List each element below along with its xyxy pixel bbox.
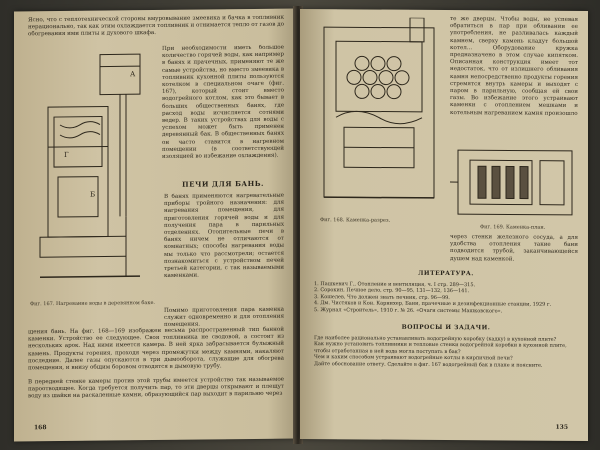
- svg-text:Г: Г: [64, 150, 69, 159]
- left-bottom-paragraph: щения бань. На фиг. 168—169 изображен весьма распространенный тип банной каменки. Устройство ее следующее. Своя топливника не сводовой, а состоит из нескольких арок. Над ними имеется камера. В ней ярка забрасывается булыжный камень. Продукты горения, проходя через промежутки между камнями, накаляют последние. Далее газы опускаются в три дымооборота, служащие для обогрева помещения, и внизу общим боровом отводятся в дымовую трубу.: [28, 326, 284, 372]
- svg-text:Б: Б: [90, 190, 96, 199]
- left-bottom-paragraph-2: В передней стенке камеры против этой трубы имеется устройство так называемое пароотводящее. Когда требуется получить пар, то эти дверцы открывают и плещут воду из шайки на раскаленные камни, образующийся пар выходит в парильню через: [28, 376, 284, 400]
- literature-item: 2. Сорокин, Печное дело, стр. 90—95, 131—132, 136—141.: [314, 287, 470, 295]
- left-middle-paragraph: В банях применяются нагревательные приборы тройного назначения: для нагревания помещения, для приготовления горячей воды и для получения пара в парильных отделениях. Отопительные печи в банях ничем не отличаются от комнатных; способы нагревания воды мы только что рассмотрели; остается познакомиться с устройством печей третьей категории, с так называемыми каменками.: [164, 192, 284, 280]
- figure-167-caption: Фиг. 167. Нагревание воды в деревянном баке.: [30, 300, 155, 308]
- literature-heading: ЛИТЕРАТУРА.: [418, 269, 474, 278]
- right-top-paragraph: те же дверцы. Чтобы воды, не успевая обратиться в пар при обливании ее употребления, не разливалась каждый камнем, сверху камень кладут большой котел... Оборудование кружка предназначено в этом случае кипятком. Описанная конструкция имеет тот недостаток, что от излишнего обливания камня непосредственно продукты горения стремятся внутрь камеры и выходят с паром в парильную, сообщая ей свои газы. Во избежание этого устраивают каменки с отоплением мешками и котельным нагреванием камня произошло: [450, 16, 578, 117]
- literature-item: 4. Дм. Чистяков и Кон. Карнихер, Бани, прачечные и дезинфекционные станции, 1929 г.: [314, 300, 552, 308]
- section-heading-bath-stoves: ПЕЧИ ДЛЯ БАНЬ.: [182, 178, 264, 189]
- literature-item: 3. Кошелев, Что должен знать печник, стр. 96—99.: [314, 293, 450, 301]
- figure-169: [450, 142, 580, 223]
- figure-168-caption: Фиг. 168. Каменка-разрез.: [320, 217, 391, 224]
- svg-text:А: А: [130, 70, 136, 79]
- left-right-column-paragraph: При необходимости иметь большое количество горячей воды, как например в банях и прачечных, применяют те же самые устройства, но вместо змеевика в топливник кухонной плиты пользуются котелком в специальном очаге (фиг. 167), который стоит вместо водогрейного котлом, как это бывает в больших общественных банях, где расход воды исчисляется сотнями ведер. В таких устройствах для воды с успехом может быть применен деревянный бак. В общественных банях он часто ставится в нагревном помещении (в соответствующей изоляцией во избежание охлаждения).: [162, 44, 284, 160]
- figure-167: [30, 46, 154, 299]
- figure-169-caption: Фиг. 169. Каменка-план.: [480, 224, 546, 231]
- question-item: Где наиболее рационально устанавливать водогрейную коробку (кадку) в кухонной плите?: [314, 335, 557, 343]
- left-page-number: 168: [34, 424, 47, 432]
- questions-heading: ВОПРОСЫ И ЗАДАЧИ.: [401, 323, 491, 332]
- literature-item: 1. Пашкевич Г., Отопление и вентиляция, ч. I стр. 289—315.: [314, 281, 476, 289]
- literature-item: 5. Журнал «Строитель», 1910 г. № 26. «Очаги системы Машковского».: [314, 306, 503, 315]
- left-page: [14, 9, 296, 442]
- left-top-paragraph: Ясно, что с теплотехнической стороны вмуровывание змеевика и бачка в топливник нерационально, так как этим охлаждается топливник и отнимается тепло от газов до обогревания ими плиты и духового шкафа.: [28, 14, 284, 38]
- question-item: Как нужно установить топливники и тепловые стенки водогрейной коробки в кухонной плите, чтобы отработанная в ней вода могла поступать в бак?: [314, 341, 567, 355]
- literature-list: [314, 281, 578, 315]
- left-middle-paragraph-2: Помимо приготовления пара каменка служит одновременно и для отопления помещения.: [164, 306, 284, 329]
- questions-list: [314, 335, 578, 369]
- right-page-number: 135: [555, 423, 568, 431]
- question-item: Дайте обоснование ответу. Сделайте в фиг. 167 водогрейный бак в плане и поясните.: [314, 360, 543, 369]
- question-item: Чем и каким способом устраивают водогрейные котлы в кирпичной печи?: [314, 354, 513, 362]
- figure-168: [314, 17, 446, 214]
- right-middle-paragraph: через стенки железного сосуда, а для удобства отопления такие бани подводится трубой, заканчивающейся душем над каменкой.: [450, 234, 578, 263]
- right-page: [300, 9, 588, 441]
